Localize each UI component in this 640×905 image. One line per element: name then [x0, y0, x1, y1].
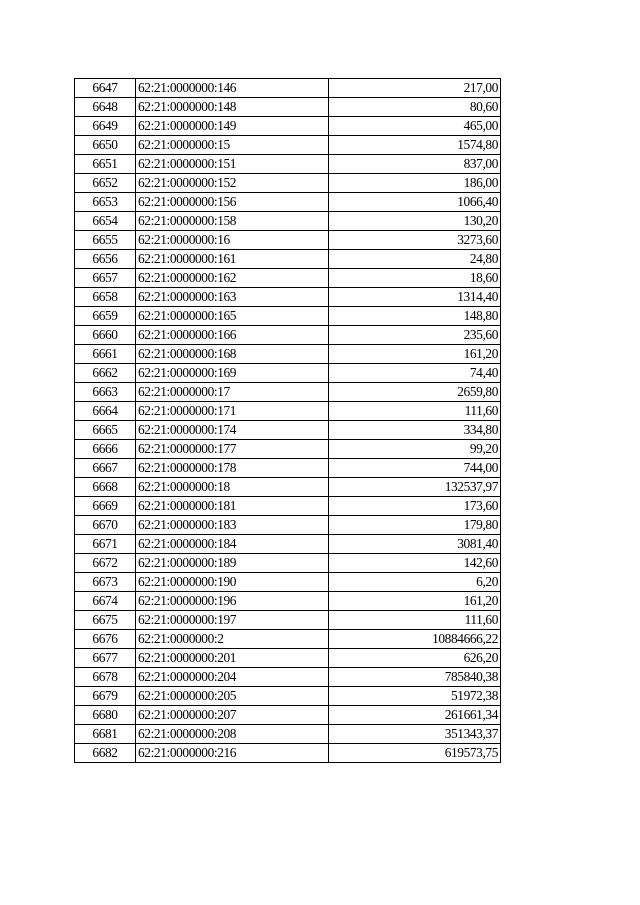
table-row — [75, 630, 501, 649]
table-row — [75, 231, 501, 250]
table-row — [75, 288, 501, 307]
value-cell: 179,80 — [329, 516, 501, 535]
value-cell: 837,00 — [329, 155, 501, 174]
cadastral-number-cell: 62:21:0000000:207 — [136, 706, 329, 725]
table-row — [75, 326, 501, 345]
value-cell: 351343,37 — [329, 725, 501, 744]
table-row — [75, 98, 501, 117]
row-number-cell: 6661 — [75, 345, 136, 364]
row-number-cell: 6674 — [75, 592, 136, 611]
row-number-cell: 6665 — [75, 421, 136, 440]
cadastral-number-cell: 62:21:0000000:15 — [136, 136, 329, 155]
value-cell: 235,60 — [329, 326, 501, 345]
cadastral-number-cell: 62:21:0000000:158 — [136, 212, 329, 231]
row-number-cell: 6652 — [75, 174, 136, 193]
cadastral-number-cell: 62:21:0000000:17 — [136, 383, 329, 402]
value-cell: 148,80 — [329, 307, 501, 326]
value-cell: 161,20 — [329, 592, 501, 611]
cadastral-number-cell: 62:21:0000000:166 — [136, 326, 329, 345]
cadastral-number-cell: 62:21:0000000:190 — [136, 573, 329, 592]
row-number-cell: 6649 — [75, 117, 136, 136]
table-row — [75, 174, 501, 193]
cadastral-number-cell: 62:21:0000000:163 — [136, 288, 329, 307]
cadastral-number-cell: 62:21:0000000:183 — [136, 516, 329, 535]
cadastral-number-cell: 62:21:0000000:16 — [136, 231, 329, 250]
cadastral-number-cell: 62:21:0000000:149 — [136, 117, 329, 136]
cadastral-number-cell: 62:21:0000000:18 — [136, 478, 329, 497]
table-row — [75, 136, 501, 155]
cadastral-number-cell: 62:21:0000000:148 — [136, 98, 329, 117]
value-cell: 619573,75 — [329, 744, 501, 763]
table-row — [75, 193, 501, 212]
row-number-cell: 6675 — [75, 611, 136, 630]
cadastral-number-cell: 62:21:0000000:197 — [136, 611, 329, 630]
row-number-cell: 6677 — [75, 649, 136, 668]
table-row — [75, 535, 501, 554]
value-cell: 217,00 — [329, 79, 501, 98]
value-cell: 142,60 — [329, 554, 501, 573]
cadastral-number-cell: 62:21:0000000:165 — [136, 307, 329, 326]
value-cell: 132537,97 — [329, 478, 501, 497]
cadastral-number-cell: 62:21:0000000:146 — [136, 79, 329, 98]
table-row — [75, 269, 501, 288]
cadastral-number-cell: 62:21:0000000:171 — [136, 402, 329, 421]
cadastral-number-cell: 62:21:0000000:169 — [136, 364, 329, 383]
value-cell: 18,60 — [329, 269, 501, 288]
cadastral-number-cell: 62:21:0000000:205 — [136, 687, 329, 706]
value-cell: 80,60 — [329, 98, 501, 117]
row-number-cell: 6660 — [75, 326, 136, 345]
value-cell: 334,80 — [329, 421, 501, 440]
cadastral-number-cell: 62:21:0000000:216 — [136, 744, 329, 763]
row-number-cell: 6671 — [75, 535, 136, 554]
cadastral-number-cell: 62:21:0000000:178 — [136, 459, 329, 478]
row-number-cell: 6662 — [75, 364, 136, 383]
row-number-cell: 6667 — [75, 459, 136, 478]
row-number-cell: 6666 — [75, 440, 136, 459]
table-row — [75, 649, 501, 668]
table-row — [75, 440, 501, 459]
value-cell: 6,20 — [329, 573, 501, 592]
value-cell: 785840,38 — [329, 668, 501, 687]
cadastral-number-cell: 62:21:0000000:177 — [136, 440, 329, 459]
table-row — [75, 668, 501, 687]
cadastral-number-cell: 62:21:0000000:189 — [136, 554, 329, 573]
value-cell: 10884666,22 — [329, 630, 501, 649]
table-row — [75, 345, 501, 364]
table-row — [75, 744, 501, 763]
cadastral-number-cell: 62:21:0000000:208 — [136, 725, 329, 744]
table-row — [75, 554, 501, 573]
table-row — [75, 516, 501, 535]
table-row — [75, 155, 501, 174]
value-cell: 161,20 — [329, 345, 501, 364]
cadastral-number-cell: 62:21:0000000:168 — [136, 345, 329, 364]
cadastral-number-cell: 62:21:0000000:184 — [136, 535, 329, 554]
cadastral-number-cell: 62:21:0000000:201 — [136, 649, 329, 668]
value-cell: 173,60 — [329, 497, 501, 516]
cadastral-number-cell: 62:21:0000000:152 — [136, 174, 329, 193]
row-number-cell: 6682 — [75, 744, 136, 763]
table-row — [75, 706, 501, 725]
table-row — [75, 573, 501, 592]
row-number-cell: 6657 — [75, 269, 136, 288]
table-row — [75, 592, 501, 611]
cadastral-number-cell: 62:21:0000000:204 — [136, 668, 329, 687]
table-row — [75, 611, 501, 630]
value-cell: 51972,38 — [329, 687, 501, 706]
table-row — [75, 364, 501, 383]
value-cell: 1066,40 — [329, 193, 501, 212]
value-cell: 2659,80 — [329, 383, 501, 402]
row-number-cell: 6659 — [75, 307, 136, 326]
table-row — [75, 307, 501, 326]
cadastral-number-cell: 62:21:0000000:151 — [136, 155, 329, 174]
value-cell: 186,00 — [329, 174, 501, 193]
row-number-cell: 6651 — [75, 155, 136, 174]
table-row — [75, 687, 501, 706]
cadastral-number-cell: 62:21:0000000:181 — [136, 497, 329, 516]
row-number-cell: 6647 — [75, 79, 136, 98]
row-number-cell: 6653 — [75, 193, 136, 212]
row-number-cell: 6654 — [75, 212, 136, 231]
table-row — [75, 459, 501, 478]
row-number-cell: 6668 — [75, 478, 136, 497]
value-cell: 744,00 — [329, 459, 501, 478]
table-row — [75, 421, 501, 440]
value-cell: 74,40 — [329, 364, 501, 383]
data-table — [74, 78, 501, 763]
value-cell: 24,80 — [329, 250, 501, 269]
row-number-cell: 6676 — [75, 630, 136, 649]
table-row — [75, 725, 501, 744]
row-number-cell: 6669 — [75, 497, 136, 516]
table-row — [75, 79, 501, 98]
table-body — [75, 79, 501, 763]
cadastral-number-cell: 62:21:0000000:156 — [136, 193, 329, 212]
table-row — [75, 212, 501, 231]
cadastral-number-cell: 62:21:0000000:2 — [136, 630, 329, 649]
value-cell: 465,00 — [329, 117, 501, 136]
table-row — [75, 383, 501, 402]
cadastral-number-cell: 62:21:0000000:162 — [136, 269, 329, 288]
value-cell: 130,20 — [329, 212, 501, 231]
value-cell: 261661,34 — [329, 706, 501, 725]
table-row — [75, 478, 501, 497]
row-number-cell: 6664 — [75, 402, 136, 421]
row-number-cell: 6672 — [75, 554, 136, 573]
value-cell: 1574,80 — [329, 136, 501, 155]
value-cell: 111,60 — [329, 402, 501, 421]
value-cell: 111,60 — [329, 611, 501, 630]
row-number-cell: 6658 — [75, 288, 136, 307]
value-cell: 3273,60 — [329, 231, 501, 250]
row-number-cell: 6680 — [75, 706, 136, 725]
row-number-cell: 6678 — [75, 668, 136, 687]
row-number-cell: 6679 — [75, 687, 136, 706]
row-number-cell: 6663 — [75, 383, 136, 402]
cadastral-number-cell: 62:21:0000000:174 — [136, 421, 329, 440]
row-number-cell: 6673 — [75, 573, 136, 592]
row-number-cell: 6650 — [75, 136, 136, 155]
row-number-cell: 6670 — [75, 516, 136, 535]
row-number-cell: 6648 — [75, 98, 136, 117]
value-cell: 1314,40 — [329, 288, 501, 307]
value-cell: 3081,40 — [329, 535, 501, 554]
row-number-cell: 6656 — [75, 250, 136, 269]
table-row — [75, 117, 501, 136]
value-cell: 626,20 — [329, 649, 501, 668]
table-row — [75, 250, 501, 269]
value-cell: 99,20 — [329, 440, 501, 459]
cadastral-number-cell: 62:21:0000000:196 — [136, 592, 329, 611]
row-number-cell: 6681 — [75, 725, 136, 744]
table-row — [75, 402, 501, 421]
row-number-cell: 6655 — [75, 231, 136, 250]
cadastral-number-cell: 62:21:0000000:161 — [136, 250, 329, 269]
table-row — [75, 497, 501, 516]
